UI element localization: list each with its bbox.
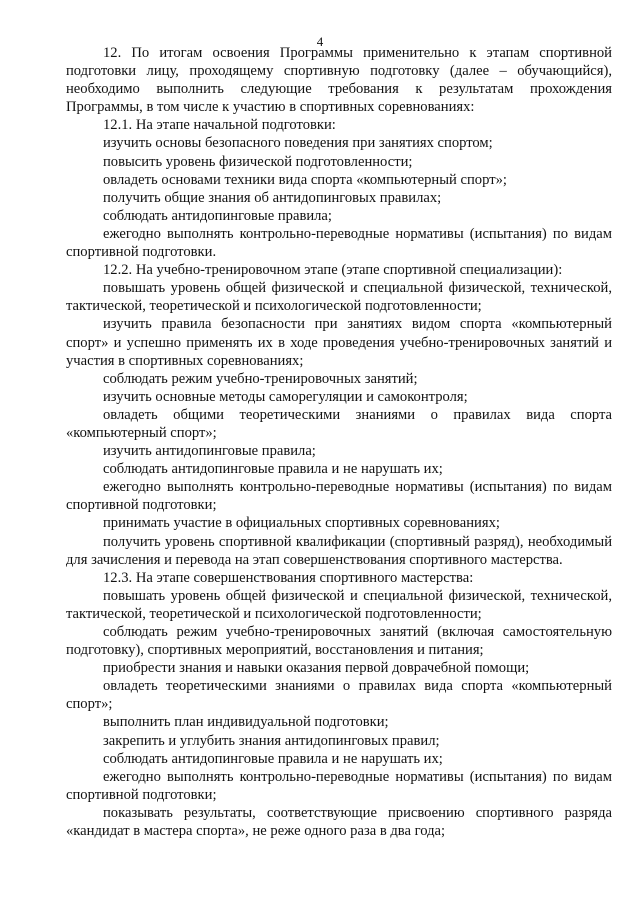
paragraph: изучить правила безопасности при занятиях видом спорта «компьютерный спорт» и успешно применять их в ходе проведения учебно-тренировочных занятий и участия в спортивных соревнованиях; [66,316,612,369]
paragraph: изучить основы безопасного поведения при занятиях спортом; [103,135,493,152]
paragraph: изучить антидопинговые правила; [103,443,316,460]
paragraph: соблюдать режим учебно-тренировочных занятий; [103,370,418,387]
paragraph: получить общие знания об антидопинговых правилах; [103,189,442,206]
paragraph: закрепить и углубить знания антидопинговых правил; [103,732,440,749]
paragraph: соблюдать антидопинговые правила и не нарушать их; [103,750,443,767]
page-number: 4 [316,34,324,49]
paragraph: выполнить план индивидуальной подготовки; [103,714,389,731]
document-body [66,44,612,840]
paragraph: соблюдать антидопинговые правила; [103,207,332,224]
paragraph: приобрести знания и навыки оказания первой доврачебной помощи; [103,660,530,677]
paragraph: 12.1. На этапе начальной подготовки: [103,117,336,134]
paragraph: повышать уровень общей физической и специальной физической, технической, тактической, теоретической и психологической подготовленности; [66,280,612,315]
paragraph: повышать уровень общей физической и специальной физической, технической, тактической, теоретической и психологической подготовленности; [66,587,612,622]
paragraph: овладеть общими теоретическими знаниями о правилах вида спорта «компьютерный спорт»; [66,406,612,441]
paragraph: 12. По итогам освоения Программы применительно к этапам спортивной подготовки лицу, проходящему спортивную подготовку (далее – обучающийся), необходимо выполнить следующие требования к результатам прохождения Программы, в том числе к участию в спортивных соревнованиях: [66,45,612,116]
paragraph: соблюдать режим учебно-тренировочных занятий (включая самостоятельную подготовку), спортивных мероприятий, восстановления и питания; [66,624,612,659]
paragraph: повысить уровень физической подготовленности; [103,153,413,170]
paragraph: овладеть теоретическими знаниями о правилах вида спорта «компьютерный спорт»; [66,678,612,713]
paragraph: показывать результаты, соответствующие присвоению спортивного разряда «кандидат в мастера спорта», не реже одного раза в два года; [66,804,612,840]
paragraph: получить уровень спортивной квалификации (спортивный разряд), необходимый для зачисления и перевода на этап совершенствования спортивного мастерства. [66,533,612,568]
paragraph: принимать участие в официальных спортивных соревнованиях; [103,515,500,532]
paragraph: 12.2. На учебно-тренировочном этапе (этапе спортивной специализации): [103,262,563,279]
paragraph: овладеть основами техники вида спорта «компьютерный спорт»; [103,171,507,188]
paragraph: ежегодно выполнять контрольно-переводные нормативы (испытания) по видам спортивной подготовки; [66,768,612,803]
paragraph: 12.3. На этапе совершенствования спортивного мастерства: [103,569,474,586]
paragraph: ежегодно выполнять контрольно-переводные нормативы (испытания) по видам спортивной подготовки; [66,479,612,514]
paragraph: изучить основные методы саморегуляции и самоконтроля; [103,388,468,405]
paragraph: ежегодно выполнять контрольно-переводные нормативы (испытания) по видам спортивной подготовки. [66,225,612,261]
paragraph: соблюдать антидопинговые правила и не нарушать их; [103,461,443,478]
